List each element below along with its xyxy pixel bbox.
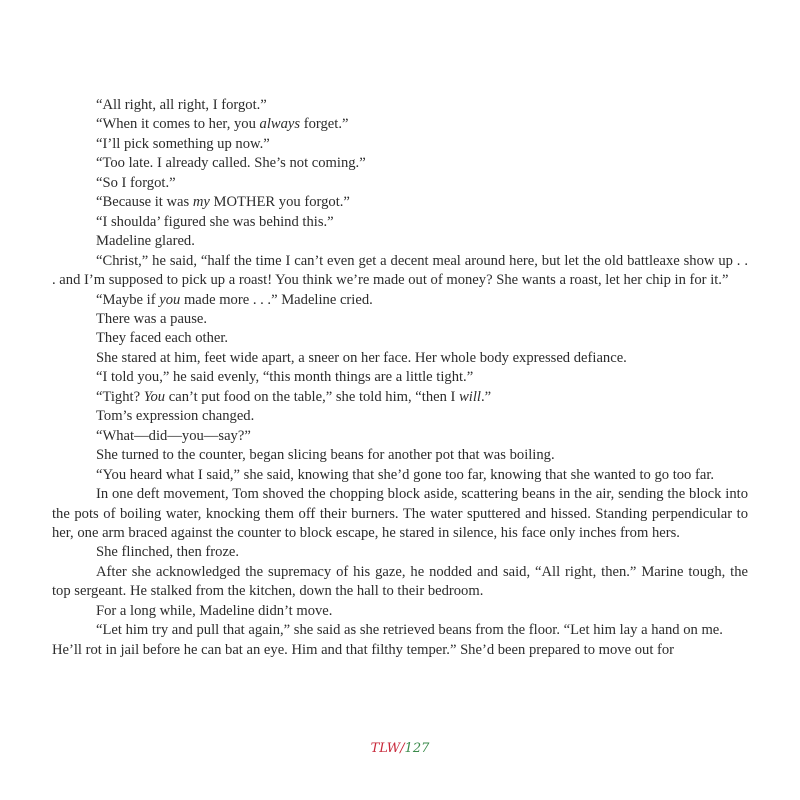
text-segment: “Maybe if [96, 291, 160, 308]
text-segment: Tom’s expression changed. [96, 408, 255, 425]
text-segment: “Because it was [96, 194, 193, 211]
footer-title-mark: TLW/ [370, 741, 405, 756]
text-segment: “I told you,” he said evenly, “this month things are a little tight.” [96, 369, 474, 386]
italic-text: my [192, 194, 210, 211]
text-segment: “Let him try and pull that again,” she said as she retrieved beans from the floor. “Let him lay a hand on me. He’ll rot in jail before he can bat an eye. Him and that filthy temper.” She’d been prepared to move out for [52, 622, 723, 658]
paragraph [52, 193, 748, 212]
paragraph [52, 427, 748, 446]
text-segment: “So I forgot.” [96, 174, 176, 191]
text-segment: “All right, all right, I forgot.” [96, 97, 267, 113]
paragraph [52, 602, 748, 621]
paragraph [52, 485, 748, 543]
text-segment: In one deft movement, Tom shoved the chopping block aside, scattering beans in the air, sending the block into the pots of boiling water, knocking them off their burners. The water sputtered and hissed. Standing perpendicular to her, one arm braced against the counter to block escape, he stared in silence, his face only inches from hers. [52, 486, 748, 541]
italic-text: You [143, 388, 166, 405]
paragraph [52, 154, 748, 173]
text-segment: “What—did—you—say?” [96, 427, 251, 444]
text-segment: Madeline glared. [96, 233, 195, 250]
paragraph [52, 349, 748, 368]
text-segment: forget.” [300, 116, 349, 133]
text-segment: MOTHER you forgot.” [209, 194, 350, 211]
text-segment: can’t put food on the table,” she told him, “then I [165, 388, 460, 405]
paragraph [52, 115, 748, 134]
paragraph [52, 466, 748, 485]
paragraph [52, 621, 748, 660]
text-segment: They faced each other. [96, 330, 229, 347]
paragraph [52, 407, 748, 426]
paragraph [52, 213, 748, 232]
text-segment: “I’ll pick something up now.” [96, 135, 270, 152]
paragraph [52, 388, 748, 407]
paragraph [52, 96, 748, 115]
paragraph [52, 252, 748, 291]
paragraph [52, 446, 748, 465]
paragraph [52, 135, 748, 154]
text-segment: She turned to the counter, began slicing beans for another pot that was boiling. [96, 447, 555, 464]
text-segment: .” [480, 388, 492, 405]
text-segment: “I shoulda’ figured she was behind this.” [96, 213, 334, 230]
text-segment: She flinched, then froze. [96, 544, 240, 561]
paragraph [52, 174, 748, 193]
paragraph [52, 543, 748, 562]
paragraph [52, 329, 748, 348]
text-segment: For a long while, Madeline didn’t move. [96, 602, 333, 619]
paragraph [52, 563, 748, 602]
italic-text: you [159, 291, 181, 308]
text-segment: “When it comes to her, you [96, 116, 260, 133]
text-segment: There was a pause. [96, 310, 208, 327]
text-segment: She stared at him, feet wide apart, a sneer on her face. Her whole body expressed defiance. [96, 349, 627, 366]
page-footer [0, 741, 800, 756]
text-segment: “Tight? [96, 388, 144, 405]
page-number: 127 [404, 741, 430, 756]
paragraph [52, 291, 748, 310]
italic-text: always [259, 116, 301, 133]
italic-text: will [459, 388, 481, 405]
text-segment: “Christ,” he said, “half the time I can’t even get a decent meal around here, but let the old battleaxe show up . . . and I’m supposed to pick up a roast! You think we’re made out of money? She wants a roast, let her chip in for it.” [52, 252, 748, 289]
text-segment: After she acknowledged the supremacy of his gaze, he nodded and said, “All right, then.” Marine tough, the top sergeant. He stalked from the kitchen, down the hall to their bedroom. [52, 563, 748, 600]
paragraph [52, 310, 748, 329]
paragraph [52, 368, 748, 387]
text-segment: made more . . .” Madeline cried. [180, 291, 373, 308]
page-body [52, 96, 748, 660]
text-segment: “You heard what I said,” she said, knowing that she’d gone too far, knowing that she wanted to go too far. [96, 466, 715, 483]
text-segment: “Too late. I already called. She’s not coming.” [96, 155, 366, 172]
paragraph [52, 232, 748, 251]
